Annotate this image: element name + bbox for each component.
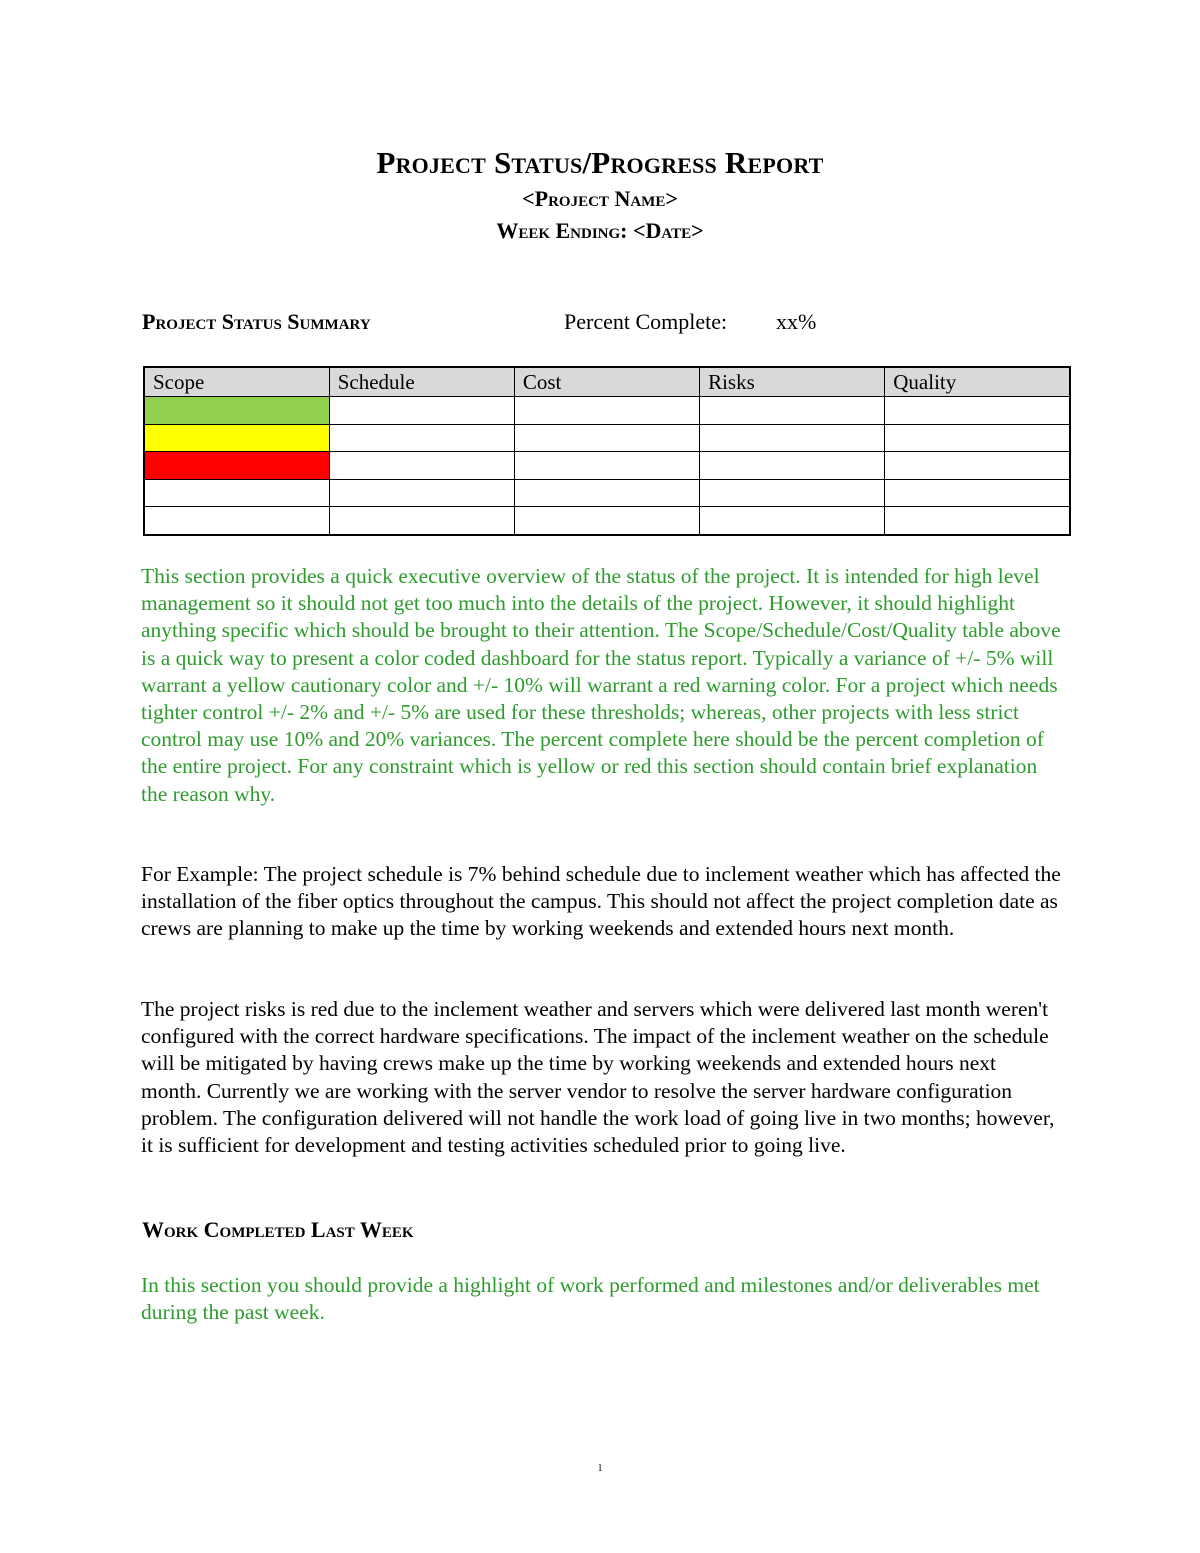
- status-summary-row: [142, 306, 1072, 338]
- table-cell[interactable]: [329, 507, 514, 535]
- table-cell[interactable]: [700, 507, 885, 535]
- table-cell[interactable]: [329, 452, 514, 480]
- scope-status-cell-red[interactable]: [144, 452, 329, 480]
- overview-instruction-paragraph: This section provides a quick executive overview of the status of the project. It is intended for high level management so it should not get too much into the details of the project. However, it should highlight anything specific which should be brought to their attention. The Scope/Schedule/Cost/Quality table above is a quick way to present a color coded dashboard for the status report. Typically a variance of +/- 5% will warrant a yellow cautionary color and +/- 10% will warrant a red warning color. For a project which needs tighter control +/- 2% and +/- 5% are used for these thresholds; whereas, other projects with less strict control may use 10% and 20% variances. The percent complete here should be the percent completion of the entire project. For any constraint which is yellow or red this section should contain brief explanation the reason why.: [141, 564, 1061, 806]
- table-cell[interactable]: [514, 424, 699, 452]
- column-header-risks: Risks: [700, 367, 885, 397]
- table-cell[interactable]: [885, 479, 1070, 507]
- table-row: [144, 452, 1070, 480]
- report-title: Project Status/Progress Report: [376, 145, 824, 180]
- table-row: [144, 397, 1070, 425]
- status-dashboard-table: [143, 366, 1071, 536]
- risks-paragraph: The project risks is red due to the inclement weather and servers which were delivered last month weren't configured with the correct hardware specifications. The impact of the inclement weather on the schedule will be mitigated by having crews make up the time by working weekends and extended hours next month. Currently we are working with the server vendor to resolve the server hardware configuration problem. The configuration delivered will not handle the work load of going live in two months; however, it is sufficient for development and testing activities scheduled prior to going live.: [141, 997, 1055, 1158]
- percent-complete-value: xx%: [776, 309, 817, 334]
- scope-status-cell[interactable]: [144, 479, 329, 507]
- table-header-row: [144, 367, 1070, 397]
- scope-status-cell-green[interactable]: [144, 397, 329, 425]
- table-cell[interactable]: [514, 452, 699, 480]
- column-header-cost: Cost: [514, 367, 699, 397]
- table-row: [144, 424, 1070, 452]
- table-cell[interactable]: [700, 397, 885, 425]
- table-cell[interactable]: [329, 397, 514, 425]
- table-cell[interactable]: [885, 397, 1070, 425]
- column-header-schedule: Schedule: [329, 367, 514, 397]
- work-completed-heading: Work Completed Last Week: [142, 1217, 414, 1242]
- page-number: 1: [597, 1463, 603, 1474]
- project-name: <Project Name>: [522, 186, 678, 211]
- example-paragraph: For Example: The project schedule is 7% behind schedule due to inclement weather which has affected the installation of the fiber optics throughout the campus. This should not affect the project completion date as crews are planning to make up the time by working weekends and extended hours next month.: [141, 862, 1061, 941]
- column-header-scope: Scope: [144, 367, 329, 397]
- status-summary-heading: Project Status Summary: [142, 309, 371, 334]
- scope-status-cell[interactable]: [144, 507, 329, 535]
- table-cell[interactable]: [514, 479, 699, 507]
- table-row: [144, 479, 1070, 507]
- table-cell[interactable]: [514, 397, 699, 425]
- table-cell[interactable]: [885, 424, 1070, 452]
- table-cell[interactable]: [700, 452, 885, 480]
- column-header-quality: Quality: [885, 367, 1070, 397]
- percent-complete-label: Percent Complete:: [564, 309, 728, 334]
- table-cell[interactable]: [329, 424, 514, 452]
- table-cell[interactable]: [329, 479, 514, 507]
- scope-status-cell-yellow[interactable]: [144, 424, 329, 452]
- table-cell[interactable]: [700, 479, 885, 507]
- table-cell[interactable]: [885, 507, 1070, 535]
- table-cell[interactable]: [514, 507, 699, 535]
- table-cell[interactable]: [700, 424, 885, 452]
- table-row: [144, 507, 1070, 535]
- week-ending: Week Ending: <Date>: [496, 218, 704, 243]
- table-cell[interactable]: [885, 452, 1070, 480]
- work-completed-instruction-paragraph: In this section you should provide a highlight of work performed and milestones and/or deliverables met during the past week.: [141, 1273, 1040, 1325]
